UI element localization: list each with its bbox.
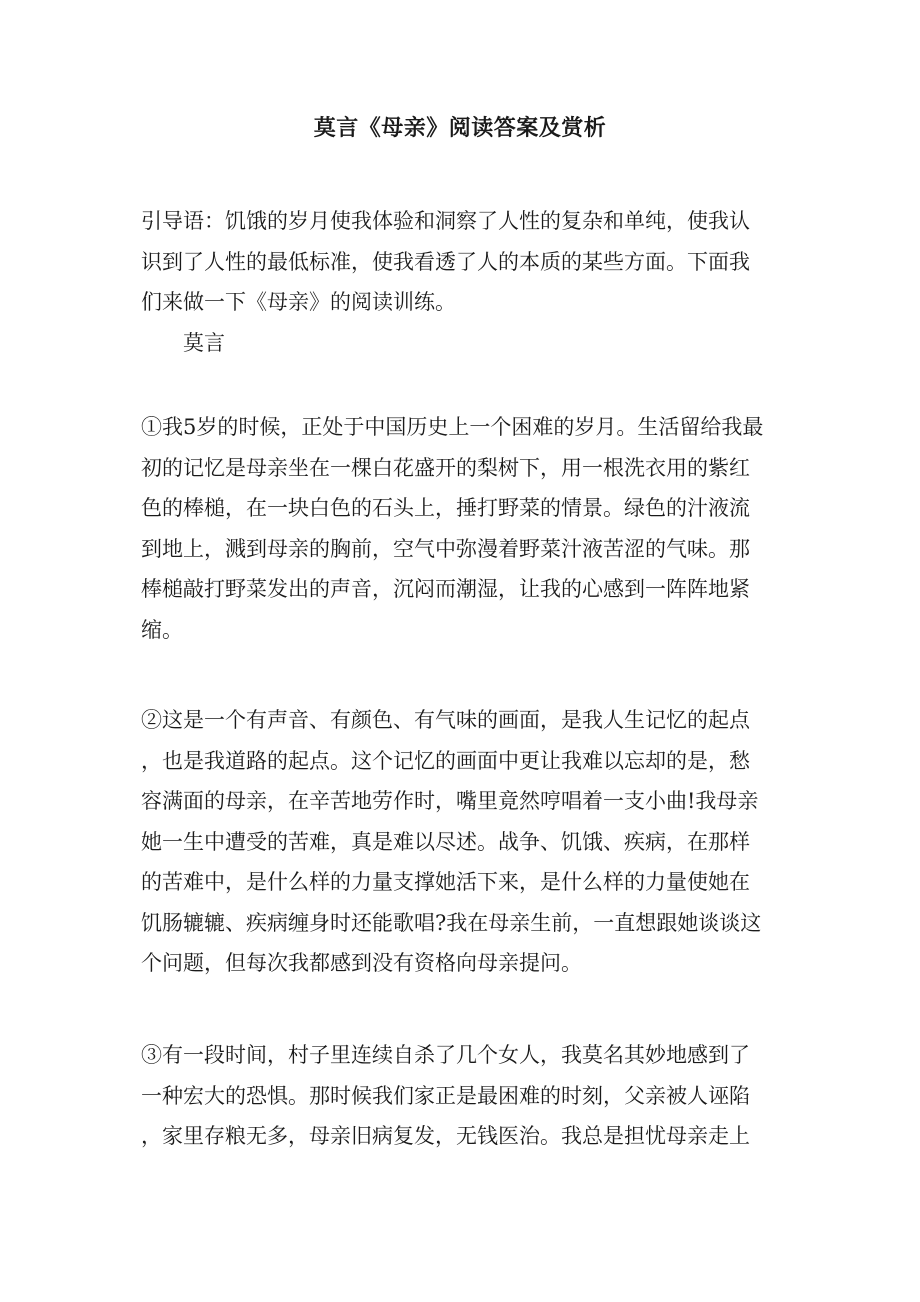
intro-paragraph [141, 201, 781, 363]
intro-line: 们来做一下《母亲》的阅读训练。 [141, 290, 456, 314]
paragraph-line: ①我5岁的时候，正处于中国历史上一个困难的岁月。生活留给我最 [141, 415, 764, 439]
document-title: 莫言《母亲》阅读答案及赏析 [313, 115, 607, 141]
paragraph-line: 的苦难中，是什么样的力量支撑她活下来，是什么样的力量使她在 [141, 870, 750, 894]
paragraph-line: 容满面的母亲，在辛苦地劳作时，嘴里竟然哼唱着一支小曲!我母亲 [141, 789, 759, 813]
paragraph-line: 到地上，溅到母亲的胸前，空气中弥漫着野菜汁液苦涩的气味。那 [141, 536, 750, 561]
paragraph-line: 棒槌敲打野菜发出的声音，沉闷而潮湿，让我的心感到一阵阵地紧 [141, 577, 750, 601]
paragraph-line: ③有一段时间，村子里连续自杀了几个女人，我莫名其妙地感到了 [141, 1043, 750, 1067]
intro-line: 引导语：饥饿的岁月使我体验和洞察了人性的复杂和单纯，使我认 [141, 209, 750, 233]
paragraph-line: 缩。 [141, 617, 183, 642]
paragraph-3 [141, 1035, 781, 1157]
author-name: 莫言 [183, 330, 225, 355]
paragraph-line: 色的棒槌，在一块白色的石头上，捶打野菜的情景。绿色的汁液流 [141, 496, 750, 520]
paragraph-line: ，也是我道路的起点。这个记忆的画面中更让我难以忘却的是，愁 [141, 748, 750, 773]
paragraph-line: 一种宏大的恐惧。那时候我们家正是最困难的时刻，父亲被人诬陷 [141, 1083, 750, 1108]
paragraph-line: 初的记忆是母亲坐在一棵白花盛开的梨树下，用一根洗衣用的紫红 [141, 455, 750, 480]
paragraph-1 [141, 407, 781, 650]
paragraph-line: 个问题，但每次我都感到没有资格向母亲提问。 [141, 951, 582, 975]
paragraph-line: 她一生中遭受的苦难，真是难以尽述。战争、饥饿、疾病，在那样 [141, 829, 750, 854]
paragraph-line: ，家里存粮无多，母亲旧病复发，无钱医治。我总是担忧母亲走上 [141, 1124, 750, 1148]
paragraph-2 [141, 700, 781, 984]
paragraph-line: 饥肠辘辘、疾病缠身时还能歌唱?我在母亲生前，一直想跟她谈谈这 [141, 910, 762, 935]
intro-line: 识到了人性的最低标准，使我看透了人的本质的某些方面。下面我 [141, 249, 750, 274]
paragraph-line: ②这是一个有声音、有颜色、有气味的画面，是我人生记忆的起点 [141, 708, 750, 732]
